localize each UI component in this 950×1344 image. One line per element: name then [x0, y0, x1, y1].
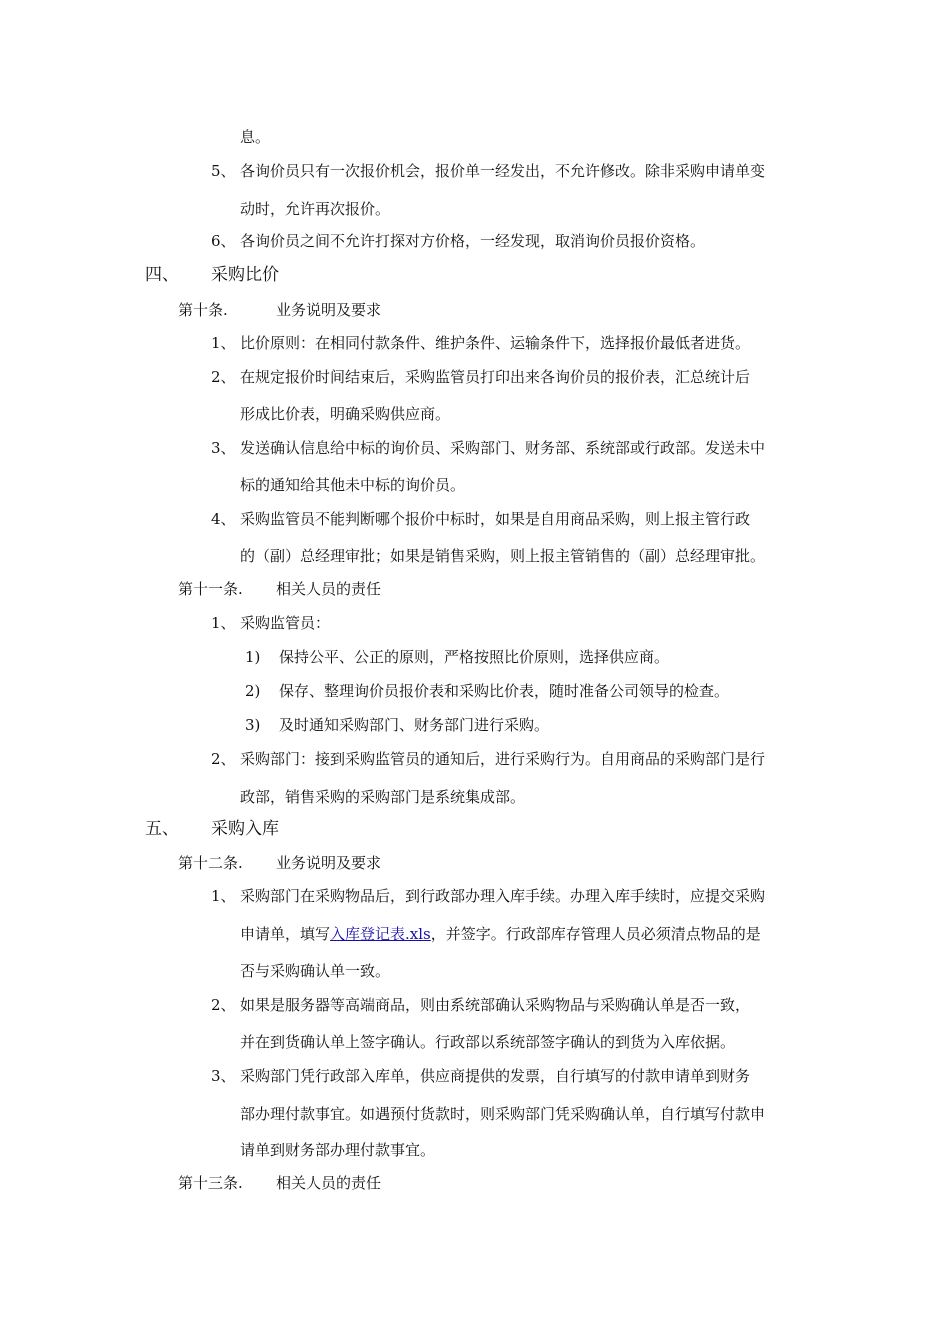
sublist-number: 2)	[245, 682, 261, 700]
text-fragment: 申请单，填写	[240, 925, 331, 943]
list-item-text: 采购监管员不能判断哪个报价中标时，如果是自用商品采购，则上报主管行政	[240, 510, 751, 528]
article-number: 第十一条.	[178, 580, 243, 598]
list-number: 5、	[211, 162, 236, 180]
list-item-text: 否与采购确认单一致。	[240, 962, 391, 980]
article-heading: 相关人员的责任	[276, 1174, 382, 1192]
list-item-text: 部办理付款事宜。如遇预付货款时，则采购部门凭采购确认单，自行填写付款申	[240, 1105, 766, 1123]
list-item-text: 采购监管员：	[240, 614, 331, 632]
paragraph-continuation: 息。	[240, 128, 271, 146]
list-item-text: 请单到财务部办理付款事宜。	[240, 1141, 436, 1159]
registration-form-link[interactable]: 入库登记表.xls	[330, 925, 431, 943]
list-item-text: 各询价员之间不允许打探对方价格，一经发现，取消询价员报价资格。	[240, 232, 706, 250]
list-number: 1、	[211, 887, 236, 905]
list-number: 1、	[211, 334, 236, 352]
sublist-item-text: 及时通知采购部门、财务部门进行采购。	[279, 716, 550, 734]
list-item-text: 形成比价表，明确采购供应商。	[240, 405, 451, 423]
list-item-text: 标的通知给其他未中标的询价员。	[240, 476, 466, 494]
list-number: 4、	[211, 510, 236, 528]
list-number: 2、	[211, 996, 236, 1014]
list-number: 1、	[211, 614, 236, 632]
list-item-text: 并在到货确认单上签字确认。行政部以系统部签字确认的到货为入库依据。	[240, 1033, 736, 1051]
list-item-text: 发送确认信息给中标的询价员、采购部门、财务部、系统部或行政部。发送未中	[240, 439, 766, 457]
text-fragment: ，并签字。行政部库存管理人员必须清点物品的是	[430, 925, 761, 943]
sublist-number: 3)	[245, 716, 261, 734]
list-item-text: 采购部门在采购物品后，到行政部办理入库手续。办理入库手续时，应提交采购	[240, 887, 766, 905]
list-number: 3、	[211, 1067, 236, 1085]
article-heading: 相关人员的责任	[276, 580, 382, 598]
sublist-item-text: 保持公平、公正的原则，严格按照比价原则，选择供应商。	[279, 648, 670, 666]
list-number: 3、	[211, 439, 236, 457]
list-item-text: 如果是服务器等高端商品，则由系统部确认采购物品与采购确认单是否一致，	[240, 996, 751, 1014]
list-item-text: 动时，允许再次报价。	[240, 200, 391, 218]
section-number: 五、	[145, 819, 179, 839]
list-number: 2、	[211, 750, 236, 768]
sublist-item-text: 保存、整理询价员报价表和采购比价表，随时准备公司领导的检查。	[279, 682, 730, 700]
list-number: 6、	[211, 232, 236, 250]
list-item-text: 的（副）总经理审批；如果是销售采购，则上报主管销售的（副）总经理审批。	[240, 547, 766, 565]
list-item-text: 采购部门：接到采购监管员的通知后，进行采购行为。自用商品的采购部门是行	[240, 750, 766, 768]
article-heading: 业务说明及要求	[276, 301, 382, 319]
list-number: 2、	[211, 368, 236, 386]
section-heading: 采购入库	[211, 819, 279, 839]
section-heading: 采购比价	[211, 265, 279, 285]
list-item-text: 采购部门凭行政部入库单，供应商提供的发票，自行填写的付款申请单到财务	[240, 1067, 751, 1085]
list-item-text-with-link	[240, 924, 761, 944]
section-number: 四、	[145, 265, 179, 285]
list-item-text: 政部，销售采购的采购部门是系统集成部。	[240, 788, 526, 806]
sublist-number: 1)	[245, 648, 261, 666]
article-number: 第十二条.	[178, 854, 243, 872]
article-number: 第十条.	[178, 301, 228, 319]
list-item-text: 比价原则：在相同付款条件、维护条件、运输条件下，选择报价最低者进货。	[240, 334, 751, 352]
list-item-text: 在规定报价时间结束后，采购监管员打印出来各询价员的报价表，汇总统计后	[240, 368, 751, 386]
list-item-text: 各询价员只有一次报价机会，报价单一经发出，不允许修改。除非采购申请单变	[240, 162, 766, 180]
article-heading: 业务说明及要求	[276, 854, 382, 872]
article-number: 第十三条.	[178, 1174, 243, 1192]
